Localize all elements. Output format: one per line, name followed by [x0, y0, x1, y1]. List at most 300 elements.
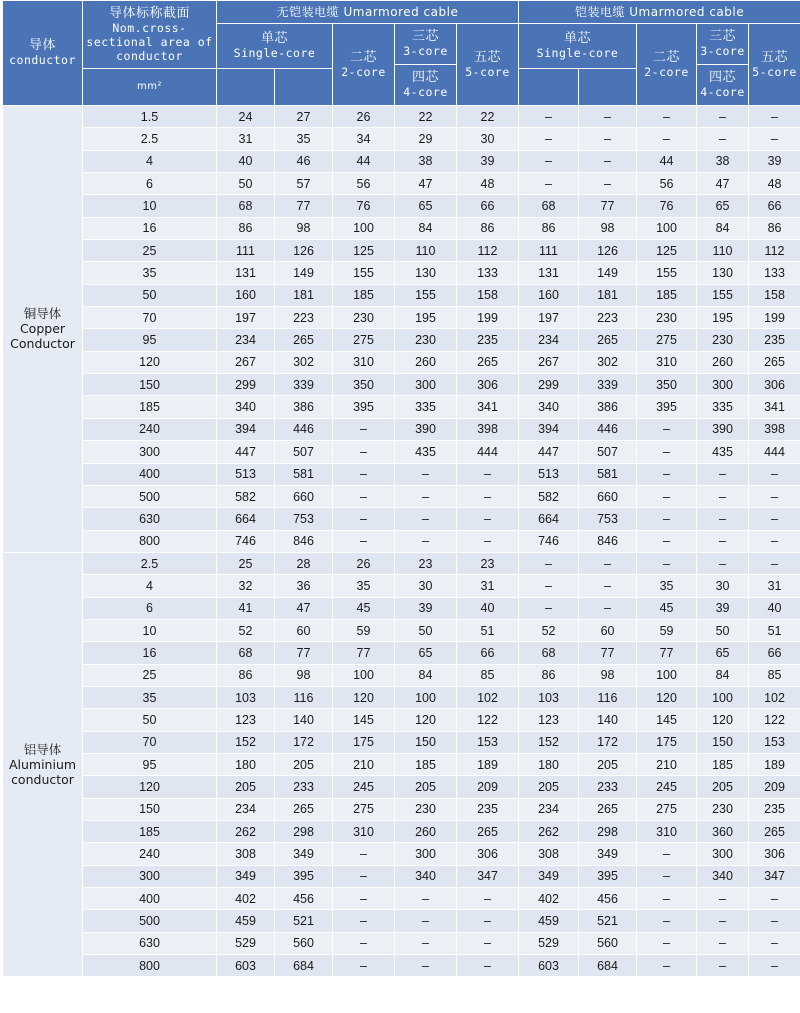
ampacity-cell: 753 — [579, 508, 637, 530]
ampacity-cell: 39 — [749, 150, 800, 172]
ampacity-cell: 223 — [275, 307, 333, 329]
ampacity-cell: 65 — [395, 642, 457, 664]
ampacity-cell: 158 — [749, 284, 800, 306]
ampacity-cell: – — [457, 530, 519, 552]
ampacity-cell: 235 — [749, 798, 800, 820]
ampacity-cell: – — [457, 463, 519, 485]
ampacity-cell: 125 — [637, 240, 697, 262]
ampacity-cell: – — [749, 910, 800, 932]
ampacity-cell: 341 — [457, 396, 519, 418]
table-row — [3, 463, 800, 485]
ampacity-cell: 26 — [333, 106, 395, 128]
table-row — [3, 396, 800, 418]
ampacity-cell: 205 — [395, 776, 457, 798]
ampacity-cell: 306 — [749, 843, 800, 865]
ampacity-cell: 185 — [395, 753, 457, 775]
cross-section-cell: 500 — [83, 485, 217, 507]
ampacity-cell: 160 — [217, 284, 275, 306]
ampacity-cell: 521 — [579, 910, 637, 932]
ampacity-cell: 335 — [395, 396, 457, 418]
ampacity-cell: – — [749, 932, 800, 954]
ampacity-cell: 223 — [579, 307, 637, 329]
ampacity-cell: 195 — [697, 307, 749, 329]
header-3-4-core-armored — [697, 24, 749, 106]
ampacity-cell: 60 — [275, 619, 333, 641]
ampacity-cell: – — [579, 552, 637, 574]
ampacity-cell: 155 — [697, 284, 749, 306]
ampacity-cell: 23 — [395, 552, 457, 574]
ampacity-cell: 120 — [697, 709, 749, 731]
ampacity-cell: 394 — [519, 418, 579, 440]
ampacity-cell: 155 — [395, 284, 457, 306]
ampacity-cell: 30 — [697, 575, 749, 597]
ampacity-cell: 265 — [457, 821, 519, 843]
ampacity-cell: – — [637, 508, 697, 530]
ampacity-cell: 133 — [457, 262, 519, 284]
ampacity-cell: – — [697, 508, 749, 530]
ampacity-cell: – — [579, 575, 637, 597]
ampacity-cell: 300 — [395, 843, 457, 865]
ampacity-cell: 298 — [579, 821, 637, 843]
ampacity-cell: 205 — [579, 753, 637, 775]
ampacity-cell: 300 — [697, 374, 749, 396]
table-row — [3, 195, 800, 217]
ampacity-cell: 234 — [519, 798, 579, 820]
ampacity-cell: 189 — [749, 753, 800, 775]
ampacity-cell: 172 — [579, 731, 637, 753]
header-conductor-zh: 导体 — [28, 38, 56, 53]
ampacity-cell: 158 — [457, 284, 519, 306]
label-en: 4-core — [403, 85, 448, 99]
ampacity-cell: 45 — [333, 597, 395, 619]
ampacity-cell: 300 — [395, 374, 457, 396]
ampacity-cell: – — [749, 463, 800, 485]
label-en: 4-core — [700, 85, 745, 99]
ampacity-cell: 746 — [519, 530, 579, 552]
group-label-aluminium — [3, 552, 83, 977]
table-row — [3, 888, 800, 910]
ampacity-cell: 66 — [749, 195, 800, 217]
ampacity-cell: – — [519, 128, 579, 150]
ampacity-cell: 30 — [395, 575, 457, 597]
ampacity-cell: 112 — [457, 240, 519, 262]
label-zh: 四芯 — [709, 70, 737, 85]
ampacity-cell: – — [637, 932, 697, 954]
ampacity-cell: – — [395, 932, 457, 954]
table-row — [3, 106, 800, 128]
ampacity-cell: 456 — [579, 888, 637, 910]
ampacity-cell: 36 — [275, 575, 333, 597]
ampacity-cell: 185 — [637, 284, 697, 306]
ampacity-cell: 265 — [749, 351, 800, 373]
ampacity-cell: 120 — [637, 686, 697, 708]
ampacity-cell: 347 — [749, 865, 800, 887]
table-row — [3, 955, 800, 977]
ampacity-cell: 395 — [579, 865, 637, 887]
ampacity-cell: 529 — [519, 932, 579, 954]
ampacity-cell: 175 — [333, 731, 395, 753]
group-label-line: Conductor — [10, 336, 75, 352]
ampacity-cell: 122 — [457, 709, 519, 731]
cross-section-cell: 35 — [83, 686, 217, 708]
table-row — [3, 664, 800, 686]
ampacity-cell: 131 — [519, 262, 579, 284]
ampacity-cell: 507 — [275, 441, 333, 463]
cross-section-cell: 16 — [83, 217, 217, 239]
ampacity-cell: 77 — [579, 642, 637, 664]
ampacity-cell: 59 — [637, 619, 697, 641]
cross-section-cell: 4 — [83, 150, 217, 172]
header-3-core — [697, 24, 748, 64]
ampacity-cell: 155 — [333, 262, 395, 284]
ampacity-cell: 395 — [637, 396, 697, 418]
ampacity-cell: 40 — [457, 597, 519, 619]
ampacity-cell: 112 — [749, 240, 800, 262]
ampacity-cell: 66 — [749, 642, 800, 664]
ampacity-cell: 76 — [333, 195, 395, 217]
ampacity-cell: 140 — [579, 709, 637, 731]
ampacity-cell: – — [579, 173, 637, 195]
ampacity-cell: – — [749, 888, 800, 910]
ampacity-cell: – — [749, 106, 800, 128]
cross-section-cell: 120 — [83, 351, 217, 373]
table-row — [3, 597, 800, 619]
ampacity-cell: 300 — [697, 843, 749, 865]
ampacity-cell: – — [749, 552, 800, 574]
label-zh: 五芯 — [761, 49, 789, 65]
ampacity-cell: 205 — [217, 776, 275, 798]
ampacity-cell: 398 — [457, 418, 519, 440]
ampacity-cell: 275 — [637, 329, 697, 351]
ampacity-cell: 77 — [637, 642, 697, 664]
table-row — [3, 418, 800, 440]
ampacity-cell: 60 — [579, 619, 637, 641]
header-conductor-en: conductor — [9, 53, 76, 67]
header-single-core-unarmored — [217, 24, 333, 69]
ampacity-cell: 205 — [275, 753, 333, 775]
header-armored: 铠装电缆 Umarmored cable — [519, 1, 800, 24]
ampacity-cell: 310 — [333, 351, 395, 373]
ampacity-cell: 102 — [749, 686, 800, 708]
table-row — [3, 798, 800, 820]
ampacity-cell: 245 — [333, 776, 395, 798]
cross-section-cell: 150 — [83, 374, 217, 396]
cross-section-cell: 240 — [83, 843, 217, 865]
ampacity-cell: – — [637, 418, 697, 440]
ampacity-cell: – — [637, 843, 697, 865]
table-row — [3, 240, 800, 262]
ampacity-cell: 205 — [697, 776, 749, 798]
group-label-line: Copper — [19, 321, 66, 337]
ampacity-cell: 260 — [395, 351, 457, 373]
ampacity-cell: 349 — [579, 843, 637, 865]
ampacity-cell: 302 — [275, 351, 333, 373]
group-label-line: conductor — [11, 772, 74, 788]
ampacity-cell: 189 — [457, 753, 519, 775]
ampacity-cell: 38 — [697, 150, 749, 172]
ampacity-cell: 308 — [217, 843, 275, 865]
ampacity-cell: 77 — [333, 642, 395, 664]
header-section-en: Nom.cross-sectional area of conductor — [86, 20, 213, 63]
ampacity-cell: 68 — [519, 642, 579, 664]
ampacity-cell: 275 — [637, 798, 697, 820]
ampacity-cell: – — [637, 463, 697, 485]
ampacity-cell: 265 — [275, 798, 333, 820]
ampacity-cell: 340 — [519, 396, 579, 418]
ampacity-cell: 197 — [519, 307, 579, 329]
ampacity-cell: 25 — [217, 552, 275, 574]
cross-section-cell: 50 — [83, 709, 217, 731]
ampacity-cell: 50 — [395, 619, 457, 641]
ampacity-cell: – — [637, 441, 697, 463]
ampacity-cell: 340 — [395, 865, 457, 887]
table-row — [3, 508, 800, 530]
ampacity-cell: 120 — [333, 686, 395, 708]
header-5-core-armored — [749, 24, 800, 106]
ampacity-cell: 308 — [519, 843, 579, 865]
ampacity-cell: – — [697, 485, 749, 507]
ampacity-cell: – — [333, 508, 395, 530]
cross-section-cell: 630 — [83, 932, 217, 954]
ampacity-cell: 265 — [457, 351, 519, 373]
ampacity-cell: 310 — [637, 821, 697, 843]
ampacity-cell: 446 — [275, 418, 333, 440]
table-row — [3, 686, 800, 708]
ampacity-cell: 31 — [457, 575, 519, 597]
ampacity-cell: 86 — [217, 217, 275, 239]
ampacity-cell: – — [333, 441, 395, 463]
ampacity-cell: 435 — [395, 441, 457, 463]
ampacity-cell: – — [333, 932, 395, 954]
cross-section-cell: 1.5 — [83, 106, 217, 128]
ampacity-cell: 65 — [697, 195, 749, 217]
ampacity-cell: 152 — [519, 731, 579, 753]
ampacity-cell: 40 — [217, 150, 275, 172]
ampacity-cell: 52 — [217, 619, 275, 641]
cross-section-cell: 800 — [83, 955, 217, 977]
ampacity-cell: 22 — [395, 106, 457, 128]
ampacity-cell: 130 — [395, 262, 457, 284]
table-row — [3, 485, 800, 507]
ampacity-cell: 235 — [457, 798, 519, 820]
ampacity-cell: 84 — [395, 664, 457, 686]
cross-section-cell: 2.5 — [83, 128, 217, 150]
ampacity-cell: 447 — [519, 441, 579, 463]
header-unarmored: 无铠装电缆 Umarmored cable — [217, 1, 519, 24]
ampacity-cell: – — [637, 865, 697, 887]
ampacity-cell: 22 — [457, 106, 519, 128]
ampacity-cell: 122 — [749, 709, 800, 731]
ampacity-cell: 582 — [519, 485, 579, 507]
ampacity-cell: 59 — [333, 619, 395, 641]
table-row — [3, 441, 800, 463]
ampacity-cell: 51 — [749, 619, 800, 641]
cross-section-cell: 240 — [83, 418, 217, 440]
cross-section-cell: 400 — [83, 463, 217, 485]
ampacity-cell: 100 — [333, 664, 395, 686]
table-row — [3, 753, 800, 775]
ampacity-cell: 684 — [579, 955, 637, 977]
ampacity-cell: 31 — [217, 128, 275, 150]
ampacity-cell: 160 — [519, 284, 579, 306]
ampacity-cell: 175 — [637, 731, 697, 753]
ampacity-cell: – — [697, 888, 749, 910]
ampacity-cell: – — [579, 106, 637, 128]
ampacity-cell: 47 — [275, 597, 333, 619]
ampacity-cell: – — [395, 530, 457, 552]
ampacity-cell: 275 — [333, 329, 395, 351]
ampacity-cell: 149 — [275, 262, 333, 284]
ampacity-cell: 56 — [637, 173, 697, 195]
ampacity-cell: – — [519, 106, 579, 128]
ampacity-cell: 34 — [333, 128, 395, 150]
header-2-core-unarmored — [333, 24, 395, 106]
ampacity-cell: 77 — [275, 195, 333, 217]
ampacity-cell: – — [457, 888, 519, 910]
ampacity-cell: – — [457, 910, 519, 932]
table-row — [3, 351, 800, 373]
ampacity-cell: 126 — [275, 240, 333, 262]
ampacity-cell: – — [457, 508, 519, 530]
ampacity-cell: 265 — [749, 821, 800, 843]
group-label-copper — [3, 106, 83, 553]
ampacity-cell: 68 — [217, 195, 275, 217]
ampacity-cell: 444 — [749, 441, 800, 463]
ampacity-cell: 68 — [217, 642, 275, 664]
ampacity-cell: 339 — [579, 374, 637, 396]
cross-section-cell: 185 — [83, 396, 217, 418]
ampacity-cell: 444 — [457, 441, 519, 463]
ampacity-cell: 66 — [457, 195, 519, 217]
ampacity-cell: – — [579, 597, 637, 619]
ampacity-cell: – — [519, 575, 579, 597]
ampacity-cell: 299 — [217, 374, 275, 396]
cross-section-cell: 25 — [83, 664, 217, 686]
ampacity-cell: 265 — [579, 329, 637, 351]
ampacity-cell: 39 — [395, 597, 457, 619]
ampacity-cell: 140 — [275, 709, 333, 731]
ampacity-cell: 230 — [395, 329, 457, 351]
ampacity-cell: 347 — [457, 865, 519, 887]
ampacity-cell: 275 — [333, 798, 395, 820]
header-5-core-unarmored — [457, 24, 519, 106]
ampacity-cell: – — [519, 597, 579, 619]
ampacity-cell: – — [697, 932, 749, 954]
ampacity-cell: – — [749, 530, 800, 552]
ampacity-cell: 110 — [395, 240, 457, 262]
header-blank — [579, 69, 637, 106]
table-row — [3, 709, 800, 731]
ampacity-cell: 100 — [395, 686, 457, 708]
ampacity-cell: 209 — [457, 776, 519, 798]
label-zh: 二芯 — [349, 49, 377, 65]
ampacity-cell: 199 — [749, 307, 800, 329]
ampacity-cell: – — [333, 910, 395, 932]
label-zh: 五芯 — [474, 49, 502, 65]
ampacity-cell: 335 — [697, 396, 749, 418]
ampacity-cell: 390 — [395, 418, 457, 440]
cross-section-cell: 25 — [83, 240, 217, 262]
ampacity-cell: 24 — [217, 106, 275, 128]
label-en: 2-core — [341, 64, 386, 79]
ampacity-cell: 245 — [637, 776, 697, 798]
cross-section-cell: 10 — [83, 195, 217, 217]
ampacity-cell: – — [697, 463, 749, 485]
ampacity-cell: 111 — [519, 240, 579, 262]
ampacity-cell: 306 — [457, 374, 519, 396]
ampacity-cell: – — [637, 128, 697, 150]
table-row — [3, 865, 800, 887]
ampacity-cell: 103 — [217, 686, 275, 708]
ampacity-cell: 521 — [275, 910, 333, 932]
ampacity-cell: – — [637, 552, 697, 574]
ampacity-cell: 603 — [217, 955, 275, 977]
ampacity-cell: – — [749, 485, 800, 507]
ampacity-cell: 102 — [457, 686, 519, 708]
ampacity-cell: 394 — [217, 418, 275, 440]
ampacity-cell: 98 — [275, 664, 333, 686]
label-en: Single-core — [536, 46, 619, 60]
ampacity-cell: 52 — [519, 619, 579, 641]
ampacity-cell: 100 — [637, 664, 697, 686]
ampacity-cell: 84 — [395, 217, 457, 239]
ampacity-cell: 38 — [395, 150, 457, 172]
ampacity-cell: 44 — [637, 150, 697, 172]
ampacity-cell: 664 — [217, 508, 275, 530]
ampacity-cell: – — [333, 888, 395, 910]
header-blank — [217, 69, 275, 106]
ampacity-cell: 51 — [457, 619, 519, 641]
ampacity-cell: 123 — [217, 709, 275, 731]
table-row — [3, 173, 800, 195]
ampacity-cell: 230 — [697, 798, 749, 820]
ampacity-cell: 40 — [749, 597, 800, 619]
cross-section-cell: 95 — [83, 753, 217, 775]
table-row — [3, 619, 800, 641]
ampacity-cell: 447 — [217, 441, 275, 463]
ampacity-cell: 84 — [697, 664, 749, 686]
ampacity-cell: 41 — [217, 597, 275, 619]
label-en: 5-core — [752, 64, 797, 79]
cross-section-cell: 10 — [83, 619, 217, 641]
table-row — [3, 329, 800, 351]
table-row — [3, 530, 800, 552]
ampacity-cell: 125 — [333, 240, 395, 262]
ampacity-cell: 181 — [275, 284, 333, 306]
ampacity-cell: 86 — [519, 217, 579, 239]
ampacity-cell: – — [457, 955, 519, 977]
ampacity-cell: 153 — [749, 731, 800, 753]
ampacity-cell: – — [519, 552, 579, 574]
ampacity-cell: 664 — [519, 508, 579, 530]
ampacity-cell: 84 — [697, 217, 749, 239]
ampacity-cell: 50 — [697, 619, 749, 641]
ampacity-cell: 98 — [579, 217, 637, 239]
cross-section-cell: 630 — [83, 508, 217, 530]
ampacity-cell: – — [697, 552, 749, 574]
ampacity-cell: – — [519, 150, 579, 172]
ampacity-cell: 339 — [275, 374, 333, 396]
ampacity-cell: 23 — [457, 552, 519, 574]
ampacity-cell: 395 — [275, 865, 333, 887]
ampacity-cell: 684 — [275, 955, 333, 977]
ampacity-cell: – — [697, 955, 749, 977]
header-4-core — [395, 64, 456, 105]
ampacity-cell: 205 — [519, 776, 579, 798]
ampacity-cell: 197 — [217, 307, 275, 329]
ampacity-cell: 390 — [697, 418, 749, 440]
cross-section-cell: 300 — [83, 441, 217, 463]
